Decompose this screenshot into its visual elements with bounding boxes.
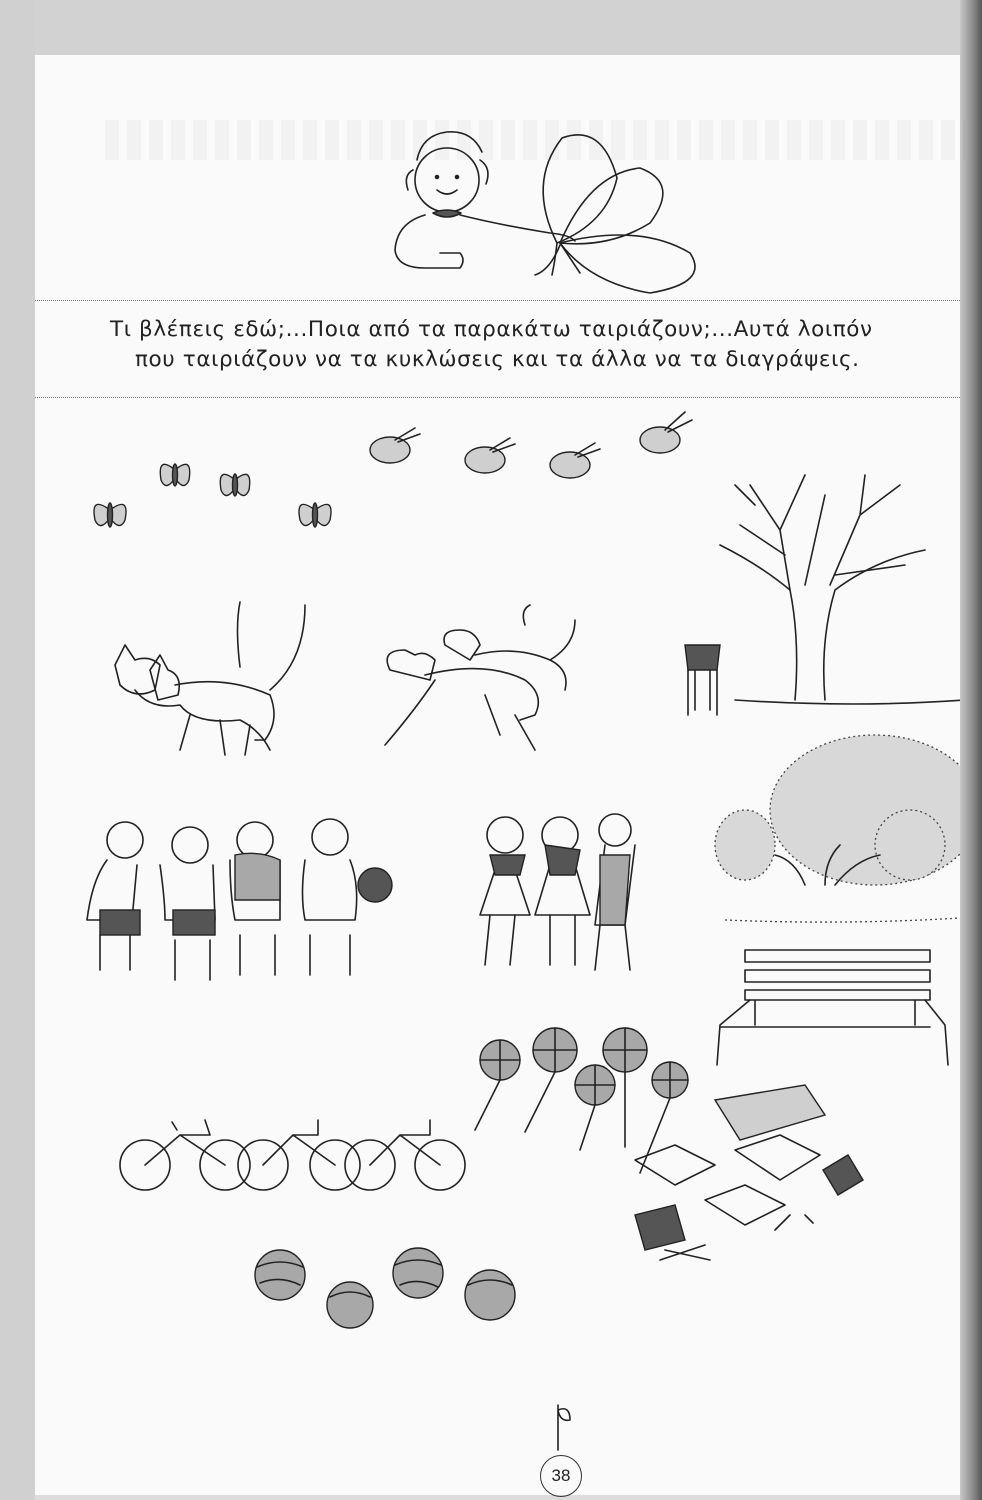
balls-illustration [255,1248,515,1328]
leaf-icon [558,1405,570,1450]
bicycles-illustration [120,1120,465,1190]
cats-illustration [115,602,305,755]
workbook-page [35,55,960,1495]
girl-with-balloons-illustration [395,132,695,293]
instruction-line-1: Τι βλέπεις εδώ;...Ποια από τα παρακάτω ταιριάζουν;...Αυτά λοιπόν [110,317,873,342]
books-and-school-supplies-illustration [635,1085,863,1260]
scan-border-left [0,0,35,1500]
leafy-tree-illustration [715,735,960,922]
trash-bin-illustration [685,645,720,715]
birds-illustration [370,412,692,478]
butterflies-illustration [94,464,331,527]
page-number: 38 [540,1455,582,1497]
instruction-line-2: που ταιριάζουν να τα κυκλώσεις και τα άλλα να τα διαγράψεις. [135,347,860,372]
illustrations [35,55,960,1495]
park-bench-illustration [717,950,948,1065]
girls-group-illustration [480,814,635,970]
scan-border-top [0,0,982,55]
dogs-illustration [385,605,575,750]
pinwheels-illustration [475,1028,688,1173]
bare-tree-illustration [720,475,960,704]
boys-group-illustration [87,819,392,980]
book-spine-edge [960,0,982,1500]
